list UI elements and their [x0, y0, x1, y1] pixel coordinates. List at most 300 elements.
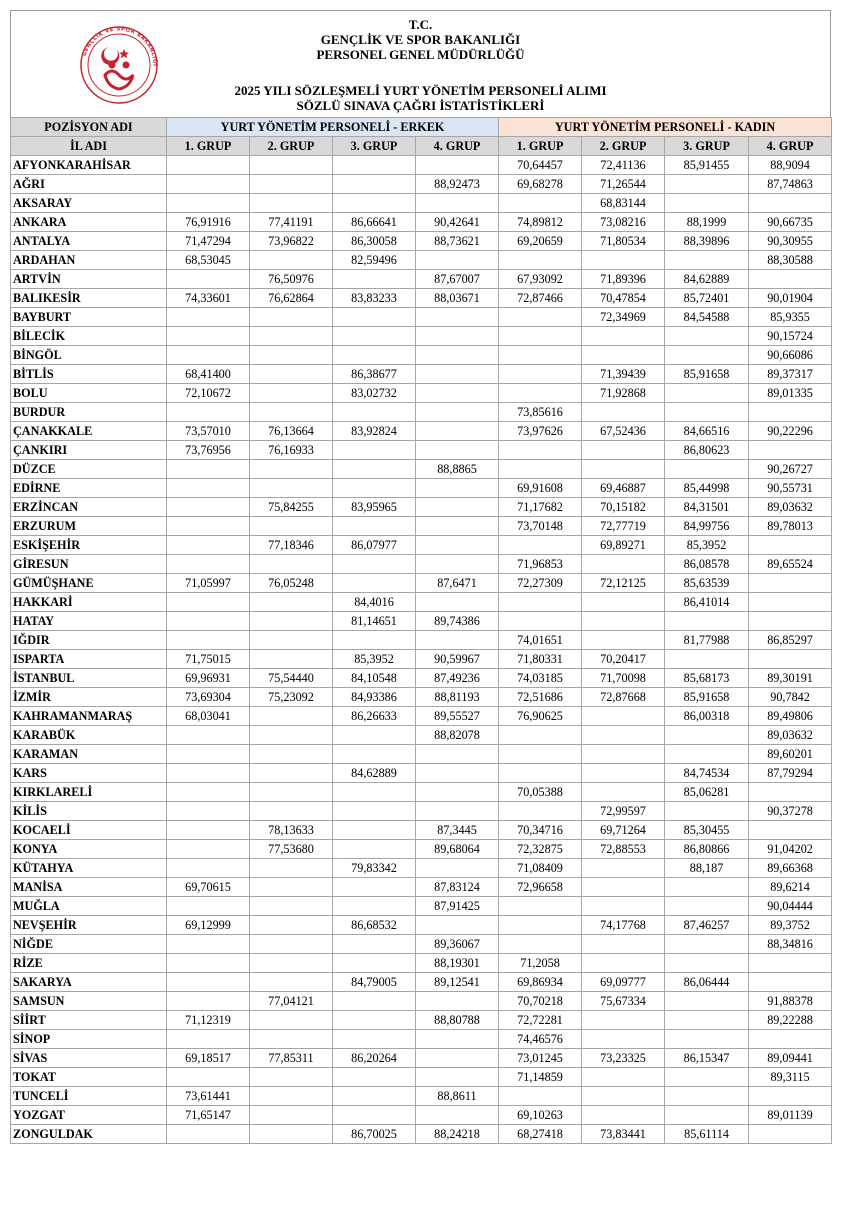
score-cell: [250, 935, 333, 954]
score-cell: 84,62889: [333, 764, 416, 783]
score-cell: 76,13664: [250, 422, 333, 441]
score-cell: 90,59967: [416, 650, 499, 669]
score-cell: 85,63539: [665, 574, 749, 593]
score-cell: [167, 479, 250, 498]
score-cell: [167, 764, 250, 783]
score-cell: [333, 403, 416, 422]
table-row: [11, 783, 832, 802]
score-cell: 73,08216: [582, 213, 665, 232]
score-cell: 73,01245: [499, 1049, 582, 1068]
score-cell: 89,30191: [749, 669, 832, 688]
table-row: [11, 650, 832, 669]
score-cell: [250, 878, 333, 897]
score-cell: 89,3115: [749, 1068, 832, 1087]
score-cell: [749, 650, 832, 669]
score-cell: 89,22288: [749, 1011, 832, 1030]
score-cell: 71,65147: [167, 1106, 250, 1125]
table-row: [11, 745, 832, 764]
score-cell: [749, 954, 832, 973]
score-cell: 88,8611: [416, 1087, 499, 1106]
score-cell: 69,71264: [582, 821, 665, 840]
score-cell: 70,64457: [499, 156, 582, 175]
score-cell: 71,92868: [582, 384, 665, 403]
score-cell: 86,06444: [665, 973, 749, 992]
score-cell: 69,70615: [167, 878, 250, 897]
score-cell: 77,18346: [250, 536, 333, 555]
il-name-cell: BAYBURT: [11, 308, 167, 327]
il-name-cell: KARABÜK: [11, 726, 167, 745]
score-cell: [250, 764, 333, 783]
score-cell: 85,61114: [665, 1125, 749, 1144]
score-cell: 78,13633: [250, 821, 333, 840]
score-cell: 86,66641: [333, 213, 416, 232]
score-cell: [250, 650, 333, 669]
score-cell: [250, 783, 333, 802]
score-cell: [250, 194, 333, 213]
score-cell: [499, 384, 582, 403]
score-cell: [499, 612, 582, 631]
score-cell: [416, 783, 499, 802]
score-cell: 86,68532: [333, 916, 416, 935]
table-row: [11, 859, 832, 878]
score-cell: [582, 783, 665, 802]
group-header: 1. GRUP: [167, 137, 250, 156]
score-cell: [582, 707, 665, 726]
score-cell: 77,85311: [250, 1049, 333, 1068]
il-name-cell: KOCAELİ: [11, 821, 167, 840]
score-cell: [665, 251, 749, 270]
document-titles: [11, 17, 830, 113]
score-cell: [250, 859, 333, 878]
table-row: [11, 574, 832, 593]
score-cell: 85,30455: [665, 821, 749, 840]
score-cell: 88,03671: [416, 289, 499, 308]
score-cell: [250, 593, 333, 612]
score-cell: 90,26727: [749, 460, 832, 479]
score-cell: [333, 783, 416, 802]
score-cell: [582, 1106, 665, 1125]
score-cell: [250, 365, 333, 384]
score-cell: 89,74386: [416, 612, 499, 631]
score-cell: 71,75015: [167, 650, 250, 669]
score-cell: 88,39896: [665, 232, 749, 251]
il-header: İL ADI: [11, 137, 167, 156]
score-cell: 90,42641: [416, 213, 499, 232]
table-row: [11, 422, 832, 441]
score-cell: [499, 308, 582, 327]
score-cell: 81,14651: [333, 612, 416, 631]
score-cell: [582, 460, 665, 479]
score-cell: 84,62889: [665, 270, 749, 289]
score-cell: [749, 973, 832, 992]
score-cell: [499, 346, 582, 365]
score-cell: [250, 897, 333, 916]
score-cell: 90,22296: [749, 422, 832, 441]
score-cell: 86,38677: [333, 365, 416, 384]
score-cell: 88,1999: [665, 213, 749, 232]
score-cell: [333, 631, 416, 650]
score-cell: [416, 327, 499, 346]
score-cell: 88,8865: [416, 460, 499, 479]
il-name-cell: KİLİS: [11, 802, 167, 821]
score-cell: [250, 1011, 333, 1030]
score-cell: 87,83124: [416, 878, 499, 897]
il-name-cell: KONYA: [11, 840, 167, 859]
score-cell: 86,07977: [333, 536, 416, 555]
group-header: 2. GRUP: [250, 137, 333, 156]
score-cell: 88,19301: [416, 954, 499, 973]
score-cell: [416, 1030, 499, 1049]
score-cell: [499, 916, 582, 935]
score-cell: 72,12125: [582, 574, 665, 593]
table-row: [11, 308, 832, 327]
score-cell: 72,51686: [499, 688, 582, 707]
score-cell: [665, 992, 749, 1011]
score-cell: [499, 802, 582, 821]
score-cell: 83,83233: [333, 289, 416, 308]
score-cell: [416, 1068, 499, 1087]
score-cell: 84,79005: [333, 973, 416, 992]
score-cell: [665, 878, 749, 897]
table-row: [11, 536, 832, 555]
score-cell: 71,26544: [582, 175, 665, 194]
score-cell: 84,99756: [665, 517, 749, 536]
score-cell: [250, 973, 333, 992]
score-cell: 87,91425: [416, 897, 499, 916]
score-cell: 72,96658: [499, 878, 582, 897]
score-cell: 69,12999: [167, 916, 250, 935]
table-row: [11, 726, 832, 745]
score-cell: [665, 935, 749, 954]
score-cell: [749, 194, 832, 213]
score-cell: 73,97626: [499, 422, 582, 441]
score-cell: [333, 1068, 416, 1087]
il-name-cell: KARAMAN: [11, 745, 167, 764]
score-cell: [416, 1106, 499, 1125]
title-tc: T.C.: [408, 17, 433, 32]
score-cell: [416, 346, 499, 365]
score-cell: [416, 194, 499, 213]
score-cell: 71,39439: [582, 365, 665, 384]
il-name-cell: BURDUR: [11, 403, 167, 422]
table-row: [11, 156, 832, 175]
score-cell: [167, 992, 250, 1011]
il-name-cell: SİVAS: [11, 1049, 167, 1068]
score-cell: 74,17768: [582, 916, 665, 935]
score-cell: 77,53680: [250, 840, 333, 859]
score-cell: [333, 802, 416, 821]
table-row: [11, 498, 832, 517]
score-cell: [167, 612, 250, 631]
score-cell: [582, 403, 665, 422]
table-row: [11, 612, 832, 631]
score-cell: [167, 859, 250, 878]
score-cell: 88,73621: [416, 232, 499, 251]
score-cell: [416, 916, 499, 935]
il-name-cell: SİİRT: [11, 1011, 167, 1030]
score-cell: [167, 954, 250, 973]
score-cell: 72,41136: [582, 156, 665, 175]
score-cell: 71,70098: [582, 669, 665, 688]
score-cell: 71,14859: [499, 1068, 582, 1087]
score-cell: 87,67007: [416, 270, 499, 289]
score-cell: [749, 403, 832, 422]
score-cell: 67,93092: [499, 270, 582, 289]
score-cell: [749, 1030, 832, 1049]
score-cell: [749, 821, 832, 840]
score-cell: [250, 156, 333, 175]
score-cell: 91,88378: [749, 992, 832, 1011]
score-cell: 89,12541: [416, 973, 499, 992]
score-cell: [582, 1030, 665, 1049]
score-cell: 90,04444: [749, 897, 832, 916]
score-cell: 86,26633: [333, 707, 416, 726]
il-name-cell: KARS: [11, 764, 167, 783]
score-cell: [499, 460, 582, 479]
score-cell: [582, 935, 665, 954]
score-cell: [416, 251, 499, 270]
score-cell: [582, 555, 665, 574]
il-name-cell: YOZGAT: [11, 1106, 167, 1125]
score-cell: 89,55527: [416, 707, 499, 726]
score-cell: 89,6214: [749, 878, 832, 897]
score-cell: 89,03632: [749, 726, 832, 745]
score-cell: 70,15182: [582, 498, 665, 517]
kadin-header: YURT YÖNETİM PERSONELİ - KADIN: [499, 118, 832, 137]
score-cell: 69,68278: [499, 175, 582, 194]
score-cell: [665, 194, 749, 213]
score-cell: 71,47294: [167, 232, 250, 251]
table-row: [11, 802, 832, 821]
score-cell: 88,30588: [749, 251, 832, 270]
score-cell: 89,65524: [749, 555, 832, 574]
score-cell: 73,69304: [167, 688, 250, 707]
table-row: [11, 175, 832, 194]
score-cell: [416, 156, 499, 175]
table-row: [11, 992, 832, 1011]
score-cell: [749, 783, 832, 802]
score-cell: 69,09777: [582, 973, 665, 992]
il-name-cell: BİNGÖL: [11, 346, 167, 365]
score-cell: [250, 745, 333, 764]
score-cell: [582, 859, 665, 878]
score-cell: 84,10548: [333, 669, 416, 688]
score-cell: [665, 384, 749, 403]
il-name-cell: İZMİR: [11, 688, 167, 707]
score-cell: 72,99597: [582, 802, 665, 821]
score-cell: 69,91608: [499, 479, 582, 498]
il-name-cell: BOLU: [11, 384, 167, 403]
score-cell: [582, 327, 665, 346]
score-cell: 73,70148: [499, 517, 582, 536]
score-cell: 69,10263: [499, 1106, 582, 1125]
score-cell: [250, 1087, 333, 1106]
score-cell: [665, 1030, 749, 1049]
score-cell: 70,70218: [499, 992, 582, 1011]
group-header: 4. GRUP: [749, 137, 832, 156]
score-cell: 83,95965: [333, 498, 416, 517]
score-cell: [167, 517, 250, 536]
score-cell: 70,34716: [499, 821, 582, 840]
score-cell: [416, 441, 499, 460]
score-cell: 76,62864: [250, 289, 333, 308]
il-name-cell: IĞDIR: [11, 631, 167, 650]
score-cell: 77,41191: [250, 213, 333, 232]
score-cell: [582, 346, 665, 365]
document-sheet: [10, 10, 831, 1144]
il-name-cell: NİĞDE: [11, 935, 167, 954]
score-cell: 72,72281: [499, 1011, 582, 1030]
score-cell: 86,70025: [333, 1125, 416, 1144]
table-row: [11, 631, 832, 650]
il-name-cell: BALIKESİR: [11, 289, 167, 308]
score-cell: 70,05388: [499, 783, 582, 802]
il-name-cell: KÜTAHYA: [11, 859, 167, 878]
table-row: [11, 593, 832, 612]
il-name-cell: AKSARAY: [11, 194, 167, 213]
score-cell: [416, 745, 499, 764]
score-cell: 84,93386: [333, 688, 416, 707]
table-row: [11, 1030, 832, 1049]
score-cell: 89,01139: [749, 1106, 832, 1125]
score-cell: 71,96853: [499, 555, 582, 574]
score-cell: [250, 517, 333, 536]
score-cell: 84,66516: [665, 422, 749, 441]
score-cell: 72,77719: [582, 517, 665, 536]
group-header: 3. GRUP: [333, 137, 416, 156]
score-cell: 88,34816: [749, 935, 832, 954]
score-cell: 67,52436: [582, 422, 665, 441]
score-cell: 73,85616: [499, 403, 582, 422]
score-cell: [250, 327, 333, 346]
score-cell: [749, 593, 832, 612]
score-cell: 90,30955: [749, 232, 832, 251]
score-cell: [582, 878, 665, 897]
group-header: 2. GRUP: [582, 137, 665, 156]
score-cell: [333, 517, 416, 536]
score-cell: [333, 308, 416, 327]
score-cell: [250, 1030, 333, 1049]
score-cell: [416, 365, 499, 384]
score-cell: [250, 707, 333, 726]
svg-text:GENÇLİK VE SPOR BAKANLIĞI: GENÇLİK VE SPOR BAKANLIĞI: [81, 26, 158, 67]
score-cell: 68,41400: [167, 365, 250, 384]
score-cell: 71,80331: [499, 650, 582, 669]
score-cell: [665, 897, 749, 916]
score-cell: 90,66086: [749, 346, 832, 365]
score-cell: [250, 631, 333, 650]
il-name-cell: İSTANBUL: [11, 669, 167, 688]
score-cell: 89,60201: [749, 745, 832, 764]
table-row: [11, 403, 832, 422]
score-cell: [416, 308, 499, 327]
score-cell: [167, 498, 250, 517]
score-cell: 87,79294: [749, 764, 832, 783]
score-cell: 87,74863: [749, 175, 832, 194]
score-cell: 72,88553: [582, 840, 665, 859]
score-cell: [665, 1011, 749, 1030]
score-cell: [250, 384, 333, 403]
score-cell: 89,78013: [749, 517, 832, 536]
score-cell: 87,46257: [665, 916, 749, 935]
score-cell: 86,08578: [665, 555, 749, 574]
score-cell: [499, 897, 582, 916]
score-cell: [333, 270, 416, 289]
score-cell: [167, 973, 250, 992]
score-cell: [167, 175, 250, 194]
score-cell: 77,04121: [250, 992, 333, 1011]
score-cell: [665, 1106, 749, 1125]
score-cell: 72,87466: [499, 289, 582, 308]
score-cell: [665, 460, 749, 479]
score-cell: 89,3752: [749, 916, 832, 935]
score-cell: [582, 1068, 665, 1087]
il-name-cell: RİZE: [11, 954, 167, 973]
score-cell: 76,90625: [499, 707, 582, 726]
score-cell: 86,41014: [665, 593, 749, 612]
score-cell: [499, 536, 582, 555]
score-cell: 69,18517: [167, 1049, 250, 1068]
table-row: [11, 555, 832, 574]
score-cell: 79,83342: [333, 859, 416, 878]
score-cell: 75,67334: [582, 992, 665, 1011]
score-cell: 87,3445: [416, 821, 499, 840]
score-cell: [749, 612, 832, 631]
score-cell: 89,36067: [416, 935, 499, 954]
il-name-cell: ÇANAKKALE: [11, 422, 167, 441]
table-row: [11, 365, 832, 384]
score-cell: [333, 327, 416, 346]
score-cell: 72,87668: [582, 688, 665, 707]
il-name-cell: ERZİNCAN: [11, 498, 167, 517]
score-cell: [665, 1087, 749, 1106]
score-cell: [167, 593, 250, 612]
position-header-row: [11, 118, 832, 137]
score-cell: [333, 441, 416, 460]
score-cell: [333, 726, 416, 745]
score-cell: [333, 821, 416, 840]
score-cell: 72,27309: [499, 574, 582, 593]
score-cell: 71,12319: [167, 1011, 250, 1030]
score-cell: 84,4016: [333, 593, 416, 612]
table-row: [11, 821, 832, 840]
score-cell: [665, 650, 749, 669]
score-cell: [499, 593, 582, 612]
table-row: [11, 1087, 832, 1106]
document-header: [10, 10, 831, 117]
score-cell: 74,33601: [167, 289, 250, 308]
score-cell: 90,15724: [749, 327, 832, 346]
score-cell: [499, 251, 582, 270]
score-cell: [333, 1106, 416, 1125]
score-cell: 84,74534: [665, 764, 749, 783]
score-cell: [167, 935, 250, 954]
score-cell: [167, 1068, 250, 1087]
score-cell: 74,01651: [499, 631, 582, 650]
score-cell: [749, 441, 832, 460]
il-name-cell: AFYONKARAHİSAR: [11, 156, 167, 175]
group-header-row: [11, 137, 832, 156]
score-cell: [416, 403, 499, 422]
score-cell: 68,03041: [167, 707, 250, 726]
score-cell: [665, 954, 749, 973]
score-cell: 82,59496: [333, 251, 416, 270]
score-cell: [416, 384, 499, 403]
score-cell: [333, 897, 416, 916]
score-cell: 69,86934: [499, 973, 582, 992]
score-cell: [167, 156, 250, 175]
score-cell: 89,66368: [749, 859, 832, 878]
